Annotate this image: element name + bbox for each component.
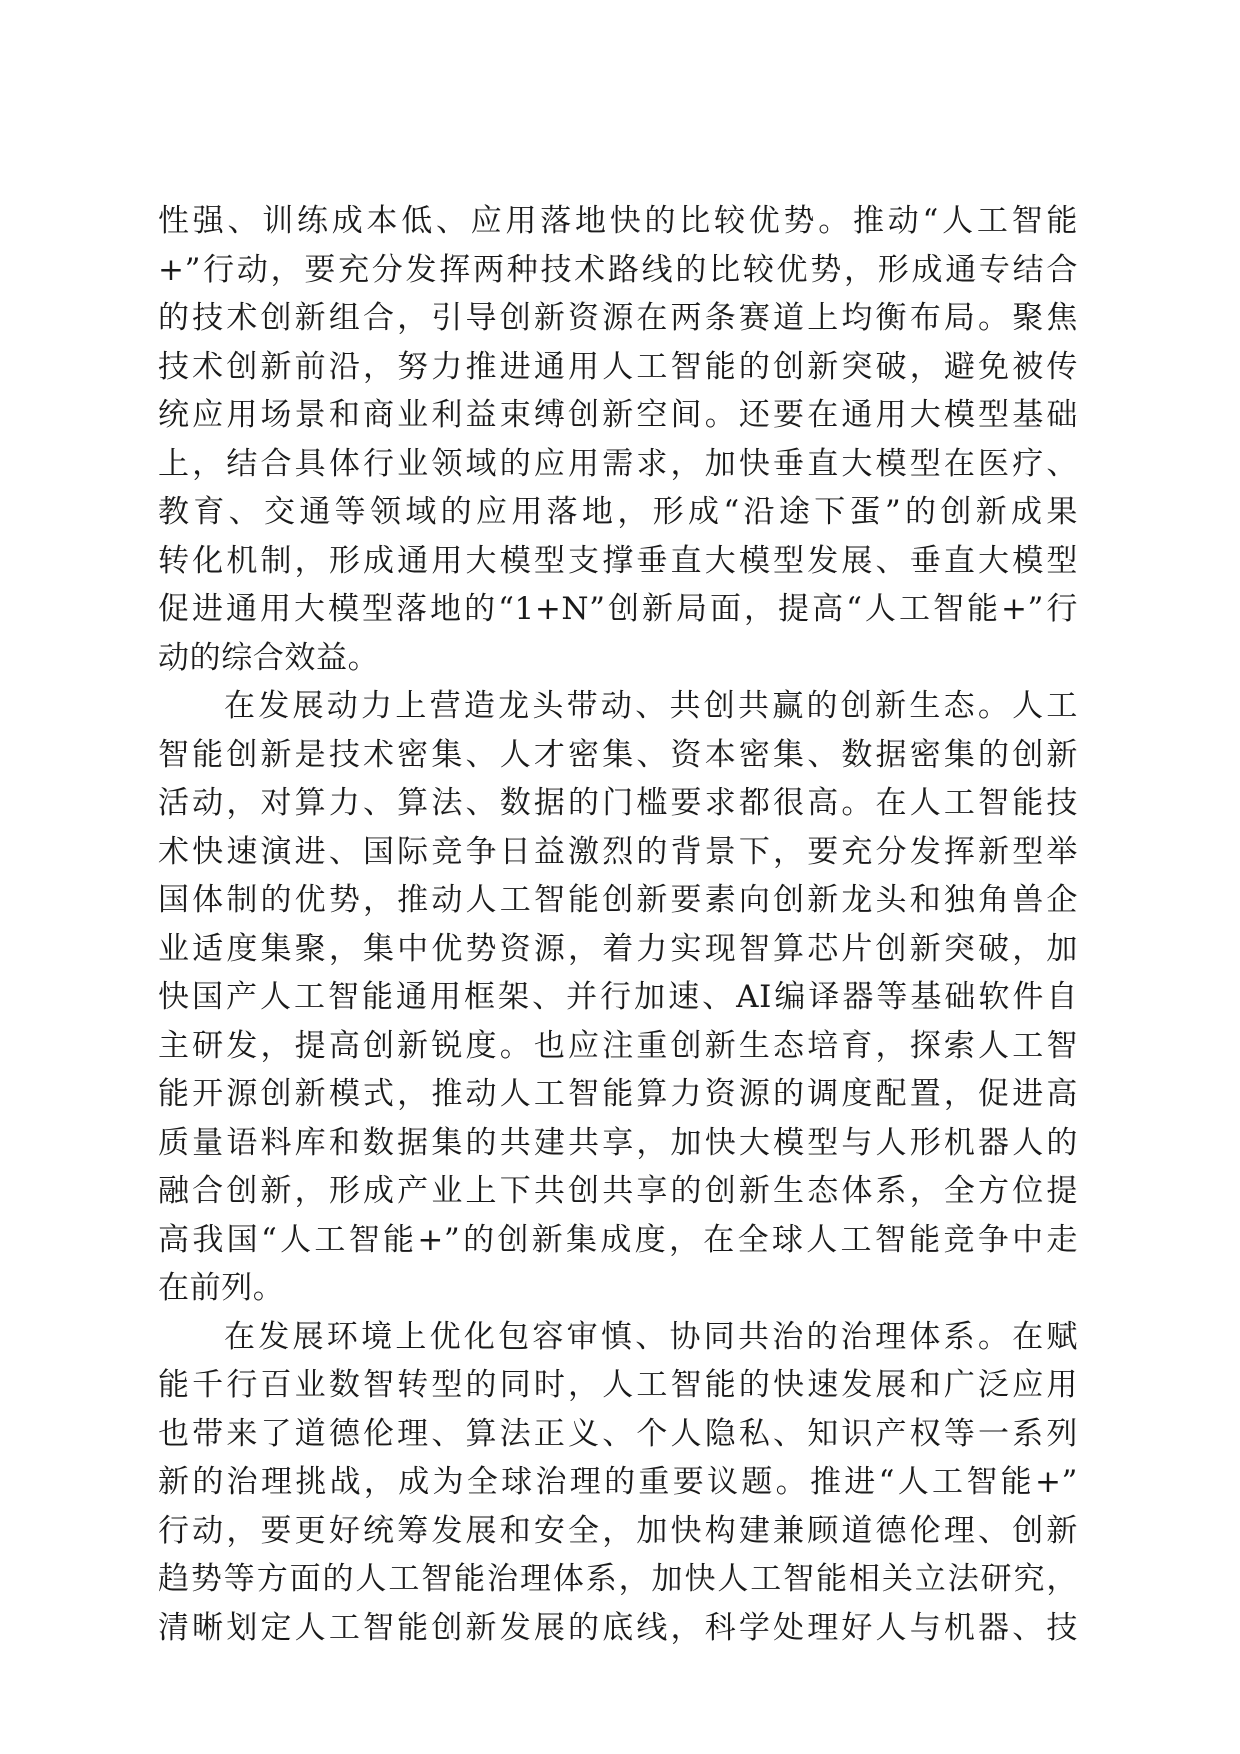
text-line: 也带来了道德伦理、算法正义、个人隐私、知识产权等一系列 [158, 1415, 1078, 1452]
text-line: 教育、交通等领域的应用落地，形成“沿途下蛋”的创新成果 [158, 494, 1078, 530]
text-line: 性强、训练成本低、应用落地快的比较优势。推动“人工智能 [158, 203, 1078, 239]
paragraph-2 [158, 682, 1078, 1313]
paragraph-1 [158, 197, 1078, 682]
text-line: 融合创新，形成产业上下共创共享的创新生态体系，全方位提 [158, 1173, 1078, 1209]
text-line: 快国产人工智能通用框架、并行加速、AI编译器等基础软件自 [158, 979, 1078, 1015]
text-line: 高我国“人工智能+”的创新集成度，在全球人工智能竞争中走 [158, 1221, 1078, 1258]
text-line: 在前列。 [158, 1270, 285, 1306]
text-line: 在发展环境上优化包容审慎、协同共治的治理体系。在赋 [224, 1318, 1078, 1355]
body-text [158, 197, 1078, 1652]
paragraph-3 [158, 1313, 1078, 1653]
text-line: 清晰划定人工智能创新发展的底线，科学处理好人与机器、技 [158, 1609, 1078, 1646]
text-line: 质量语料库和数据集的共建共享，加快大模型与人形机器人的 [158, 1124, 1078, 1161]
text-line: +”行动，要充分发挥两种技术路线的比较优势，形成通专结合 [158, 251, 1078, 288]
text-line: 术快速演进、国际竞争日益激烈的背景下，要充分发挥新型举 [158, 833, 1078, 870]
text-line: 在发展动力上营造龙头带动、共创共赢的创新生态。人工 [224, 688, 1078, 724]
text-line: 上，结合具体行业领域的应用需求，加快垂直大模型在医疗、 [158, 445, 1078, 482]
text-line: 智能创新是技术密集、人才密集、资本密集、数据密集的创新 [158, 736, 1078, 773]
text-line: 促进通用大模型落地的“1+N”创新局面，提高“人工智能+”行 [158, 591, 1078, 627]
text-line: 主研发，提高创新锐度。也应注重创新生态培育，探索人工智 [158, 1027, 1078, 1064]
text-line: 技术创新前沿，努力推进通用人工智能的创新突破，避免被传 [158, 348, 1078, 385]
text-line: 转化机制，形成通用大模型支撑垂直大模型发展、垂直大模型 [158, 542, 1078, 579]
text-line: 国体制的优势，推动人工智能创新要素向创新龙头和独角兽企 [158, 882, 1078, 918]
text-line: 能千行百业数智转型的同时，人工智能的快速发展和广泛应用 [158, 1367, 1078, 1403]
text-line: 活动，对算力、算法、数据的门槛要求都很高。在人工智能技 [158, 785, 1078, 821]
text-line: 统应用场景和商业利益束缚创新空间。还要在通用大模型基础 [158, 397, 1078, 433]
text-line: 的技术创新组合，引导创新资源在两条赛道上均衡布局。聚焦 [158, 300, 1078, 336]
text-line: 趋势等方面的人工智能治理体系，加快人工智能相关立法研究， [158, 1561, 1078, 1597]
text-line: 能开源创新模式，推动人工智能算力资源的调度配置，促进高 [158, 1076, 1078, 1112]
text-line: 动的综合效益。 [158, 639, 380, 676]
text-line: 行动，要更好统筹发展和安全，加快构建兼顾道德伦理、创新 [158, 1512, 1078, 1549]
text-line: 新的治理挑战，成为全球治理的重要议题。推进“人工智能+” [158, 1464, 1078, 1500]
text-line: 业适度集聚，集中优势资源，着力实现智算芯片创新突破，加 [158, 930, 1078, 967]
